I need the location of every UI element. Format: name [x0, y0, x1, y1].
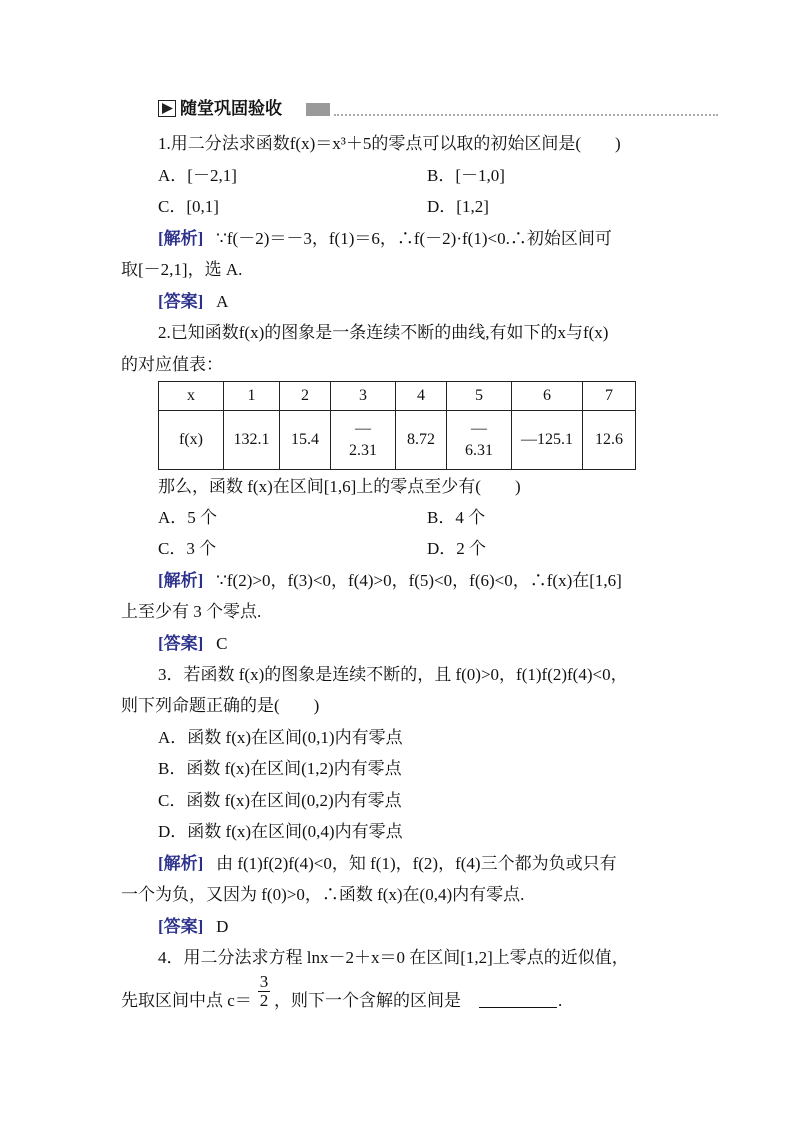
- q2-option-a: A．5 个: [158, 508, 218, 527]
- table-cell: 132.1: [224, 411, 280, 470]
- q3-option-c: C．函数 f(x)在区间(0,2)内有零点: [158, 791, 402, 810]
- q1-answer: A: [216, 292, 229, 311]
- q2-analysis-text: ∵f(2)>0，f(3)<0，f(4)>0，f(5)<0，f(6)<0，∴f(x)在[1,6]: [216, 571, 622, 590]
- q3-analysis-line: [158, 853, 617, 875]
- q3-stem-line2: 则下列命题正确的是( ): [121, 696, 320, 715]
- q3-option-d: D．函数 f(x)在区间(0,4)内有零点: [158, 822, 403, 841]
- q2-analysis-line: [158, 570, 622, 592]
- answer-blank: [479, 1007, 557, 1008]
- table-cell: [447, 411, 512, 470]
- q4-stem-line1: 4．用二分法求方程 lnx－2＋x＝0 在区间[1,2]上零点的近似值，: [158, 948, 629, 967]
- table-cell: 1: [224, 382, 280, 411]
- fraction-numerator: 3: [259, 972, 269, 991]
- table-row: [159, 411, 636, 470]
- q1-option-a: A．[－2,1]: [158, 166, 237, 185]
- q3-analysis-line2: 一个为负，又因为 f(0)>0，∴函数 f(x)在(0,4)内有零点.: [121, 885, 525, 904]
- q1-answer-tag: [答案]: [158, 292, 204, 311]
- q3-answer: D: [216, 917, 229, 936]
- value-top: —: [471, 420, 487, 437]
- q1-stem: 1.用二分法求函数f(x)＝x³＋5的零点可以取的初始区间是( ): [158, 134, 621, 153]
- q3-answer-tag: [答案]: [158, 917, 204, 936]
- section-title: 随堂巩固验收: [180, 99, 282, 119]
- value-bottom: 6.31: [465, 442, 493, 459]
- table-cell: —125.1: [512, 411, 583, 470]
- stacked-value: [465, 418, 493, 462]
- q1-analysis-text: ∵f(－2)＝－3，f(1)＝6，∴f(－2)·f(1)<0.∴初始区间可: [216, 229, 612, 248]
- q1-answer-line: [158, 291, 228, 313]
- value-table: [158, 381, 636, 470]
- q1-option-c: C．[0,1]: [158, 197, 219, 216]
- table-cell: 5: [447, 382, 512, 411]
- q2-answer-tag: [答案]: [158, 634, 204, 653]
- q1-option-d: D．[1,2]: [427, 197, 489, 216]
- q1-analysis-tag: [解析]: [158, 229, 204, 248]
- stacked-value: [349, 418, 377, 462]
- q3-analysis-text: 由 f(1)f(2)f(4)<0，知 f(1)，f(2)，f(4)三个都为负或只有: [216, 854, 617, 873]
- q3-stem-line1: 3．若函数 f(x)的图象是连续不断的，且 f(0)>0，f(1)f(2)f(4)<0，: [158, 665, 628, 684]
- header-decoration: [306, 103, 330, 116]
- section-header: [158, 98, 718, 120]
- table-cell: 3: [331, 382, 396, 411]
- table-cell: 7: [583, 382, 636, 411]
- q2-analysis-line2: 上至少有 3 个零点.: [121, 602, 262, 621]
- header-dotted-rule: [334, 114, 718, 116]
- table-cell: [331, 411, 396, 470]
- q3-option-a: A．函数 f(x)在区间(0,1)内有零点: [158, 728, 403, 747]
- q4-stem-end: .: [558, 991, 563, 1010]
- fraction-three-halves: [258, 973, 270, 1010]
- q2-stem-line2: 的对应值表：: [121, 355, 223, 374]
- q1-analysis-line: [158, 228, 612, 250]
- q3-answer-line: [158, 916, 228, 938]
- table-cell: 6: [512, 382, 583, 411]
- q3-analysis-tag: [解析]: [158, 854, 204, 873]
- table-cell: 15.4: [280, 411, 331, 470]
- table-cell: 4: [396, 382, 447, 411]
- q2-option-b: B．4 个: [427, 508, 486, 527]
- q2-question: 那么，函数 f(x)在区间[1,6]上的零点至少有( ): [158, 477, 521, 496]
- q1-option-b: B．[－1,0]: [427, 166, 505, 185]
- table-cell: 12.6: [583, 411, 636, 470]
- table-cell: x: [159, 382, 224, 411]
- q4-stem-suffix: ，则下一个含解的区间是: [274, 991, 461, 1010]
- q2-answer-line: [158, 633, 227, 655]
- table-cell: f(x): [159, 411, 224, 470]
- value-bottom: 2.31: [349, 442, 377, 459]
- table-cell: 8.72: [396, 411, 447, 470]
- q4-stem-prefix: 先取区间中点 c＝: [121, 991, 252, 1010]
- q1-analysis-line2: 取[－2,1]，选 A.: [121, 260, 243, 279]
- q3-option-b: B．函数 f(x)在区间(1,2)内有零点: [158, 759, 402, 778]
- q2-option-d: D．2 个: [427, 539, 487, 558]
- q2-option-c: C．3 个: [158, 539, 217, 558]
- q2-analysis-tag: [解析]: [158, 571, 204, 590]
- q2-stem-line1: 2.已知函数f(x)的图象是一条连续不断的曲线,有如下的x与f(x): [158, 323, 609, 342]
- play-arrow-icon: [158, 100, 176, 117]
- value-top: —: [355, 420, 371, 437]
- table-row: [159, 382, 636, 411]
- table-cell: 2: [280, 382, 331, 411]
- fraction-denominator: 2: [259, 991, 269, 1010]
- q2-answer: C: [216, 634, 228, 653]
